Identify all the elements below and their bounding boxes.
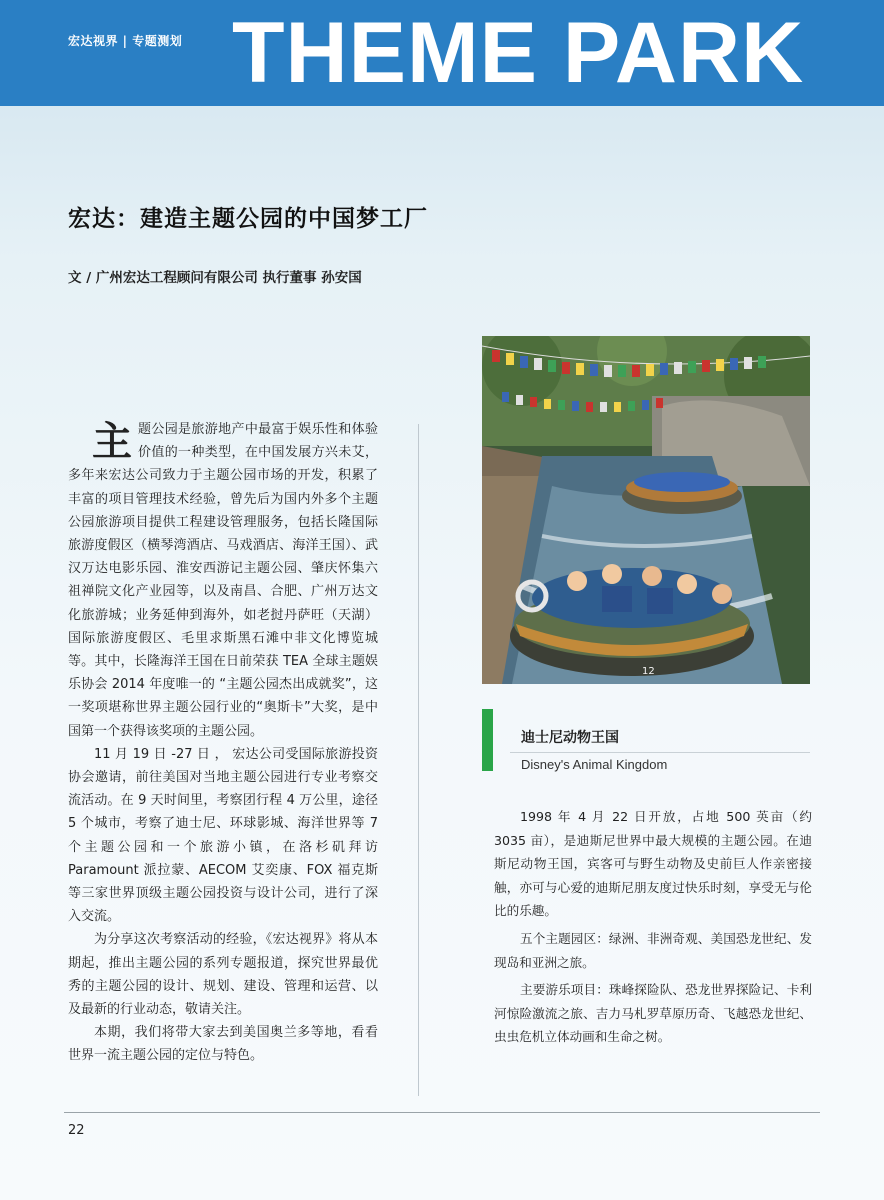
sidebar-body bbox=[494, 805, 812, 1053]
caption-accent-bar bbox=[482, 709, 493, 771]
animal-kingdom-photo bbox=[482, 336, 810, 684]
article-body bbox=[68, 418, 378, 1068]
caption-title: 迪士尼动物王国 bbox=[521, 730, 619, 746]
page-number: 22 bbox=[68, 1123, 85, 1138]
sidebar-paragraph-1: 1998 年 4 月 22 日开放，占地 500 英亩（约 3035 亩），是迪斯尼世界中最大规模的主题公园。在迪斯尼动物王国，宾客可与野生动物及史前巨人作亲密接触，亦可与心爱的迪斯尼朋友度过快乐时刻，享受无与伦比的乐趣。 bbox=[494, 809, 812, 919]
footer-divider bbox=[64, 1112, 820, 1113]
body-paragraph-1: 主题公园是旅游地产中最富于娱乐性和体验价值的一种类型，在中国发展方兴未艾，多年来宏达公司致力于主题公园市场的开发，积累了丰富的项目管理技术经验，曾先后为国内外多个主题公园旅游项目提供工程建设管理服务，包括长隆国际旅游度假区（横琴湾酒店、马戏酒店、海洋王国）、武汉万达电影乐园、淮安西游记主题公园、肇庆怀集六祖禅院文化产业园等，以及南昌、合肥、广州万达文化旅游城；业务延伸到海外，如老挝丹萨旺（天湖）国际旅游度假区、毛里求斯黑石滩中非文化博览城等。其中，长隆海洋王国在日前荣获 TEA 全球主题娱乐协会 2014 年度唯一的 “主题公园杰出成就奖”，这一奖项堪称世界主题公园行业的“奥斯卡”大奖，是中国第一个获得该奖项的主题公园。 bbox=[68, 419, 378, 739]
svg-text:12: 12 bbox=[642, 666, 655, 677]
drop-cap: 主 bbox=[92, 419, 132, 465]
sidebar-paragraph-3: 主要游乐项目：珠峰探险队、恐龙世界探险记、卡利河惊险激流之旅、吉力马札罗草原历奇、飞越恐龙世纪、虫虫危机立体动画和生命之树。 bbox=[494, 982, 812, 1045]
theme-park-banner: THEME PARK bbox=[232, 5, 805, 101]
sidebar-paragraph-2: 五个主题园区：绿洲、非洲奇观、美国恐龙世纪、发现岛和亚洲之旅。 bbox=[494, 930, 812, 970]
page-header bbox=[0, 0, 884, 106]
caption-divider bbox=[510, 752, 810, 753]
article-title: 宏达：建造主题公园的中国梦工厂 bbox=[68, 206, 428, 232]
body-paragraph-3: 为分享这次考察活动的经验，《宏达视界》将从本期起，推出主题公园的系列专题报道，探究世界最优秀的主题公园的设计、规划、建设、管理和运营、以及最新的行业动态，敬请关注。 bbox=[68, 932, 378, 1018]
body-paragraph-4: 本期，我们将带大家去到美国奥兰多等地，看看世界一流主题公园的定位与特色。 bbox=[68, 1025, 378, 1064]
column-divider bbox=[418, 424, 419, 1096]
section-label: 宏达视界 | 专题测划 bbox=[68, 34, 183, 48]
article-byline: 文 / 广州宏达工程顾问有限公司 执行董事 孙安国 bbox=[68, 270, 362, 286]
caption-subtitle: Disney's Animal Kingdom bbox=[521, 757, 668, 772]
body-paragraph-2: 11 月 19 日 -27 日 ， 宏达公司受国际旅游投资协会邀请，前往美国对当地主题公园进行专业考察交流活动。在 9 天时间里，考察团行程 4 万公里，途径 5 个城市，考察了迪士尼、环球影城、海洋世界等 7 个主题公园和一个旅游小镇，在洛杉矶拜访 Paramount 派拉蒙、AECOM 艾奕康、FOX 福克斯等三家世界顶级主题公园投资与设计公司，进行了深入交流。 bbox=[68, 746, 378, 925]
